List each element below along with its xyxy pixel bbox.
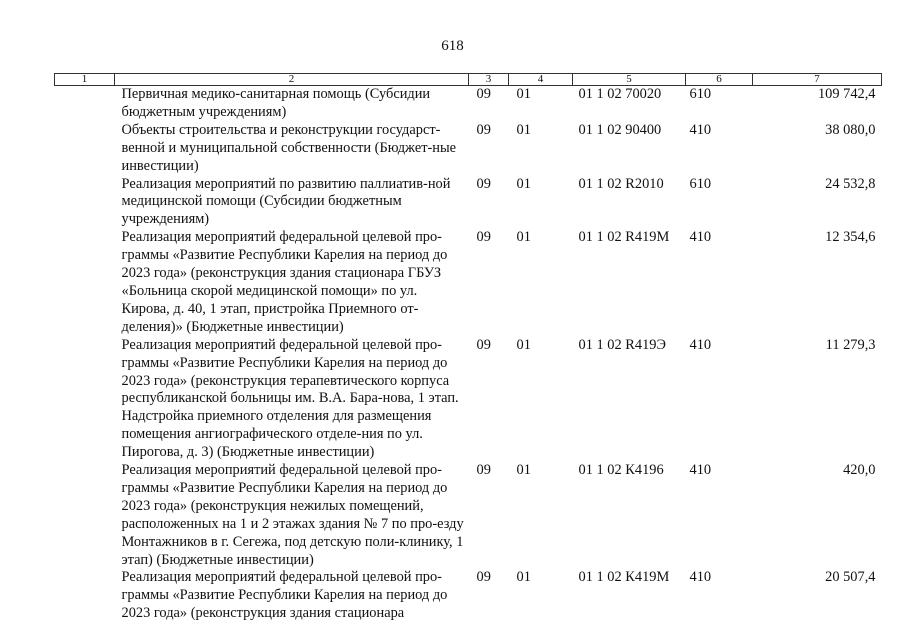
row-section: 09 [476,86,491,102]
row-target-code: 01 1 02 90400 [578,121,662,138]
header-col-3: 3 [469,74,509,86]
row-code-cell [55,176,115,230]
header-col-1: 1 [55,74,115,86]
row-expense-type: 410 [689,462,712,479]
row-section: 09 [476,462,491,479]
row-subsection: 01 [516,86,531,102]
row-amount: 24 532,8 [825,175,876,192]
row-expense-type: 410 [689,336,712,353]
header-col-7: 7 [753,74,882,86]
row-subsection: 01 [516,175,531,192]
row-amount: 420,0 [843,462,876,479]
row-code-cell [55,462,115,569]
page-number: 618 [441,38,464,54]
table-row [55,337,882,462]
row-amount: 20 507,4 [825,569,876,586]
table-row [55,122,882,176]
row-subsection: 01 [516,121,531,138]
table-row [55,176,882,230]
header-col-4: 4 [509,74,573,86]
row-code-cell [55,122,115,176]
row-code-cell [55,229,115,336]
table-row [55,86,882,122]
row-target-code: 01 1 02 70020 [578,86,662,102]
row-code-cell [55,337,115,462]
header-col-2: 2 [115,74,469,86]
row-section: 09 [476,336,491,353]
row-name: Первичная медико-санитарная помощь (Субсидии бюджетным учреждениям) [121,86,431,120]
row-name: Реализация мероприятий федеральной целевой про-граммы «Развитие Республики Карелия на период до 2023 года» (реконструкция нежилых помещений, расположенных на 1 и 2 этажах здания № 7 по про-езду Монтажников в г. Сегежа, под детскую поли-клинику, 1 этап) (Бюджетные инвестиции) [121,462,464,568]
header-col-6: 6 [686,74,753,86]
row-section: 09 [476,121,491,138]
row-target-code: 01 1 02 К4196 [578,462,664,479]
row-name: Реализация мероприятий федеральной целевой про-граммы «Развитие Республики Карелия на период до 2023 года» (реконструкция здания стационара ГБУЗ «Больница скорой медицинской помощи» по ул. Кирова, д. 40, 1 этап, пристройка Приемного от-деления)» (Бюджетные инвестиции) [121,229,448,335]
row-section: 09 [476,175,491,192]
table-row [55,569,882,623]
header-col-5: 5 [573,74,686,86]
header-row [55,74,882,86]
row-target-code: 01 1 02 R2010 [578,175,664,192]
row-target-code: 01 1 02 R419Э [578,336,666,353]
row-amount: 109 742,4 [817,86,876,102]
row-subsection: 01 [516,229,531,246]
row-name: Реализация мероприятий федеральной целевой про-граммы «Развитие Республики Карелия на период до 2023 года» (реконструкция здания стационара [121,569,448,622]
row-expense-type: 610 [689,175,712,192]
row-name: Объекты строительства и реконструкции государст-венной и муниципальной собственности (Бюджет-ные инвестиции) [121,121,457,174]
table-row [55,229,882,336]
row-subsection: 01 [516,569,531,586]
row-code-cell [55,86,115,122]
row-expense-type: 410 [689,229,712,246]
row-target-code: 01 1 02 К419М [578,569,670,586]
budget-table [54,73,882,623]
row-section: 09 [476,569,491,586]
row-name: Реализация мероприятий по развитию паллиатив-ной медицинской помощи (Субсидии бюджетным учреждениям) [121,175,451,228]
row-amount: 12 354,6 [825,229,876,246]
row-code-cell [55,569,115,623]
row-expense-type: 410 [689,121,712,138]
row-expense-type: 410 [689,569,712,586]
row-target-code: 01 1 02 R419M [578,229,670,246]
row-amount: 11 279,3 [825,336,876,353]
row-subsection: 01 [516,462,531,479]
row-subsection: 01 [516,336,531,353]
row-name: Реализация мероприятий федеральной целевой про-граммы «Развитие Республики Карелия на период до 2023 года» (реконструкция терапевтического корпуса республиканской больницы им. В.А. Бара-нова, 1 этап. Надстройка приемного отделения для размещения помещения ангиографического отделе-ния по ул. Пирогова, д. 3) (Бюджетные инвестиции) [121,336,459,461]
row-section: 09 [476,229,491,246]
row-expense-type: 610 [689,86,712,102]
row-amount: 38 080,0 [825,121,876,138]
table-row [55,462,882,569]
